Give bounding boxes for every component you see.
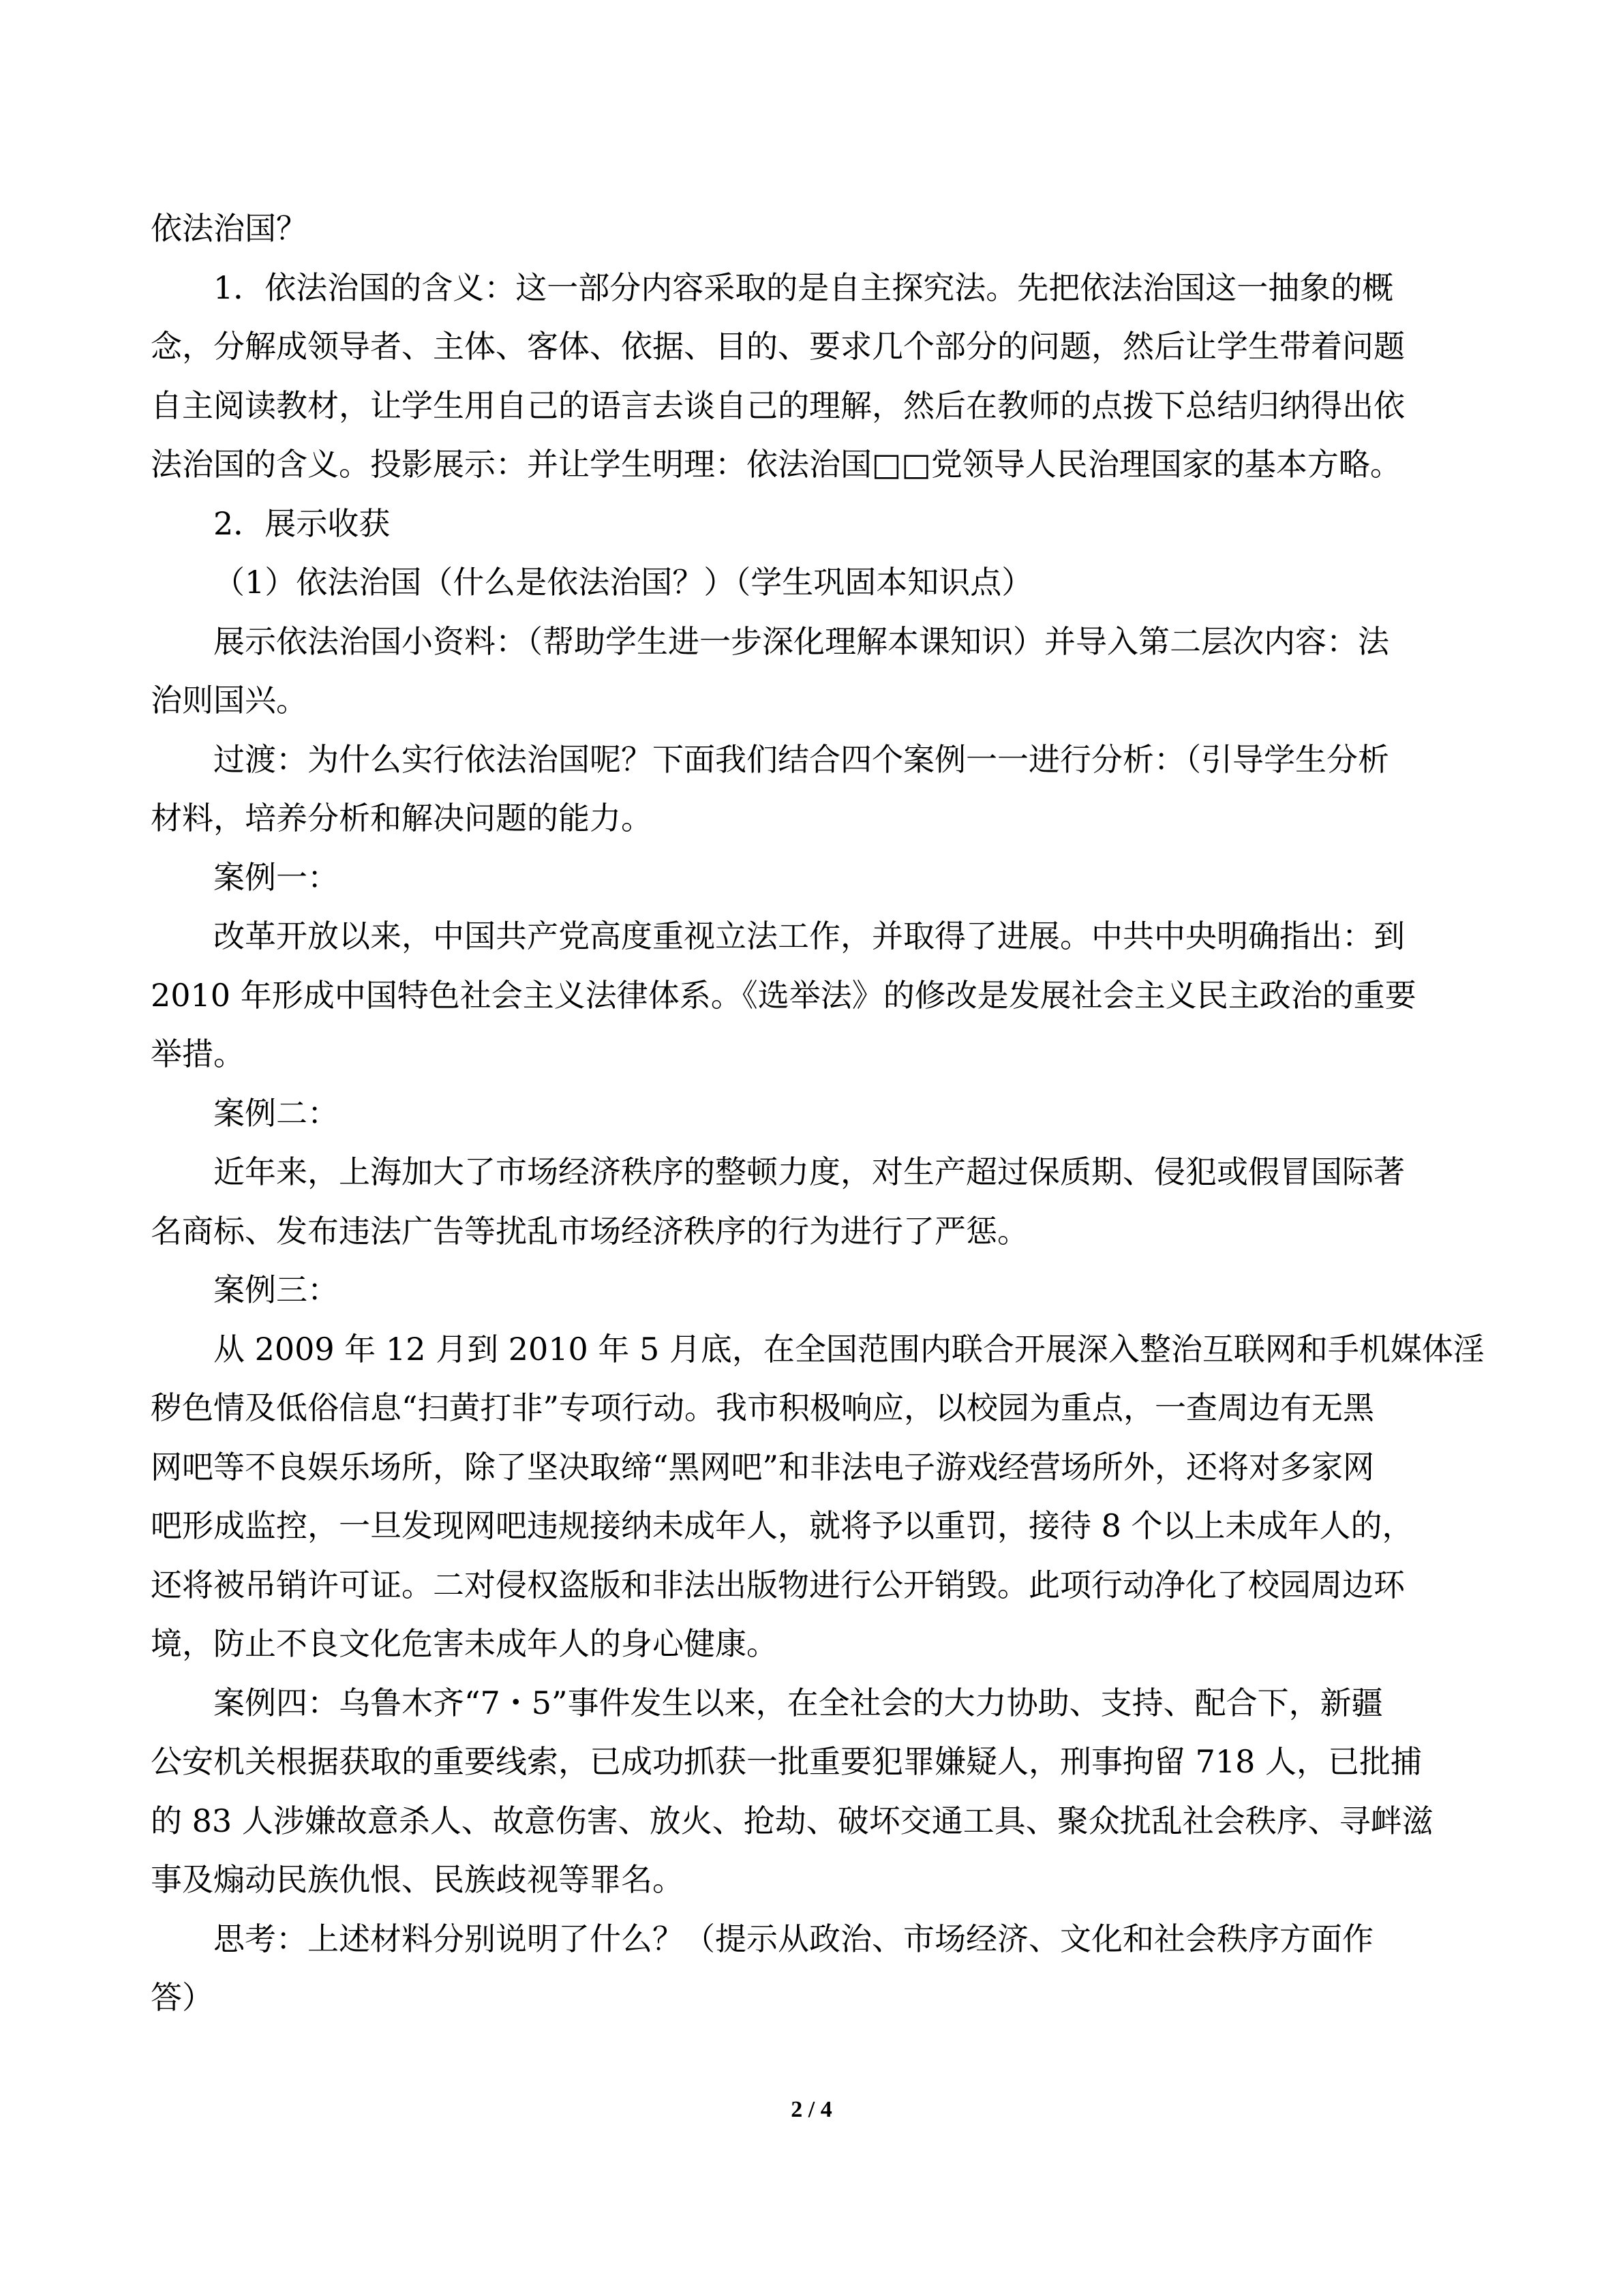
text-line: 案例三： xyxy=(213,1271,339,1308)
text-line: 网吧等不良娱乐场所，除了坚决取缔“黑网吧”和非法电子游戏经营场所外，还将对多家网 xyxy=(151,1448,1375,1485)
text-line: 治则国兴。 xyxy=(151,682,307,719)
text-line: 案例一： xyxy=(213,858,339,896)
document-body xyxy=(151,199,1485,2027)
text-line: 念，分解成领导者、主体、客体、依据、目的、要求几个部分的问题，然后让学生带着问题 xyxy=(151,328,1405,365)
text-line: 2．展示收获 xyxy=(213,504,391,542)
text-line: 答） xyxy=(151,1979,213,2016)
text-line: 秽色情及低俗信息“扫黄打非”专项行动。我市积极响应，以校园为重点，一查周边有无黑 xyxy=(151,1389,1375,1426)
text-line: 案例四：乌鲁木齐“7・5”事件发生以来，在全社会的大力协助、支持、配合下，新疆 xyxy=(213,1684,1383,1721)
text-line: 近年来，上海加大了市场经济秩序的整顿力度，对生产超过保质期、侵犯或假冒国际著 xyxy=(213,1153,1405,1190)
text-line: 过渡：为什么实行依法治国呢？下面我们结合四个案例一一进行分析：（引导学生分析 xyxy=(213,740,1389,778)
page-number: 2 / 4 xyxy=(791,2097,832,2122)
text-line: （1）依法治国（什么是依法治国？）（学生巩固本知识点） xyxy=(213,564,1033,601)
text-line: 从 2009 年 12 月到 2010 年 5 月底，在全国范围内联合开展深入整治互联网和手机媒体淫 xyxy=(213,1330,1485,1368)
text-line: 自主阅读教材，让学生用自己的语言去谈自己的理解，然后在教师的点拨下总结归纳得出依 xyxy=(151,387,1405,424)
text-line: 思考：上述材料分别说明了什么？（提示从政治、市场经济、文化和社会秩序方面作 xyxy=(213,1920,1374,1957)
text-line: 案例二： xyxy=(213,1094,339,1132)
text-line: 展示依法治国小资料：（帮助学生进一步深化理解本课知识）并导入第二层次内容：法 xyxy=(213,622,1389,660)
text-line: 材料，培养分析和解决问题的能力。 xyxy=(151,800,652,836)
text-line: 名商标、发布违法广告等扰乱市场经济秩序的行为进行了严惩。 xyxy=(151,1212,1029,1250)
text-line: 法治国的含义。投影展示：并让学生明理：依法治国□□党领导人民治理国家的基本方略。 xyxy=(151,446,1401,483)
text-line: 吧形成监控，一旦发现网吧违规接纳未成年人，就将予以重罚，接待 8 个以上未成年人的， xyxy=(151,1507,1414,1544)
text-line: 依法治国？ xyxy=(151,210,307,247)
text-line: 事及煽动民族仇恨、民族歧视等罪名。 xyxy=(151,1861,684,1898)
text-line: 公安机关根据获取的重要线索，已成功抓获一批重要犯罪嫌疑人，刑事拘留 718 人，已批捕 xyxy=(151,1743,1423,1780)
text-line: 的 83 人涉嫌故意杀人、故意伤害、放火、抢劫、破坏交通工具、聚众扰乱社会秩序、寻衅滋 xyxy=(151,1802,1434,1839)
text-line: 举措。 xyxy=(151,1036,245,1072)
text-line: 1．依法治国的含义：这一部分内容采取的是自主探究法。先把依法治国这一抽象的概 xyxy=(213,269,1394,306)
text-line: 改革开放以来，中国共产党高度重视立法工作，并取得了进展。中共中央明确指出：到 xyxy=(213,918,1405,954)
text-line: 2010 年形成中国特色社会主义法律体系。《选举法》的修改是发展社会主义民主政治的重要 xyxy=(151,976,1416,1014)
text-line: 境，防止不良文化危害未成年人的身心健康。 xyxy=(151,1625,778,1662)
text-line: 还将被吊销许可证。二对侵权盗版和非法出版物进行公开销毁。此项行动净化了校园周边环 xyxy=(151,1566,1405,1603)
